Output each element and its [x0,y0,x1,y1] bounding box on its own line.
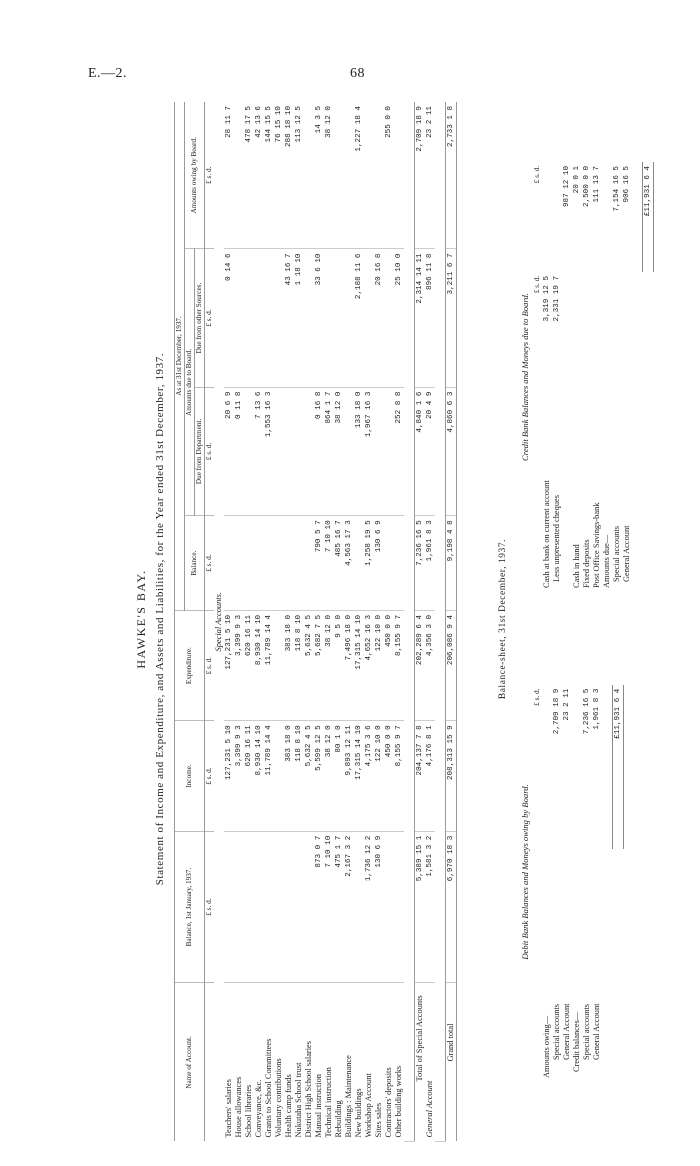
balance-amount [562,272,572,373]
balance-label: General Account [592,1003,601,1060]
cell-other [304,249,314,387]
cell-bal [274,516,284,611]
lsd-label: £ s. d. [205,831,215,983]
cell-bal-jan: 475 1 7 [334,831,344,983]
table-row [244,102,254,1142]
cell-other [334,249,344,387]
cell-income: 80 1 0 [334,721,344,831]
cell-other [244,249,254,387]
balance-label: Special accounts [612,525,621,582]
table-row [294,102,304,1142]
balance-total: £11,931 6 4 [613,685,624,849]
cell-dept: 4,840 1 6 [415,387,426,516]
cell-other: 3,211 6 7 [446,249,457,387]
table-row [224,102,234,1142]
cell-bal [394,516,404,611]
cell-exp: 11,789 14 4 [264,610,274,720]
lsd-label: £ s. d. [205,721,215,831]
cell-dept: 864 1 7 [324,387,334,516]
balance-amount: 2,331 19 7 [553,275,561,322]
balance-amount [572,272,582,373]
account-name: General Account [425,1080,434,1138]
cell-exp: 7,496 18 0 [344,610,354,720]
cell-bal: 790 5 7 [314,516,324,611]
lsd-label: £ s. d. [205,102,215,249]
balance-label: General Account [562,1003,571,1060]
balance-line [552,662,562,1082]
cell-dept [344,387,354,516]
table-row [274,102,284,1142]
balance-total-row [613,662,624,1082]
col-balance-jan-header: Balance, 1st January, 1937. [175,831,205,983]
balance-amount-total: 987 12 10 [563,166,571,208]
cell-bal-jan [264,831,274,983]
account-name: Conveyance, &c. [254,1079,263,1138]
balance-amount-total [542,662,552,685]
cell-other: 25 10 0 [394,249,404,387]
col-due-dept-header: Due from Department. [195,387,205,516]
cell-exp: 450 0 0 [384,610,394,720]
cell-bal: 4,563 17 3 [344,516,354,611]
balance-line [602,162,612,592]
cell-bal-jan: 130 6 9 [374,831,384,983]
balance-line [542,662,552,1082]
balance-label: Amounts owing— [542,1015,551,1078]
grand-total-row [446,102,457,1142]
table-row [254,102,264,1142]
currency-label: £ s. d. [533,275,541,294]
lsd-label: £ s. d. [205,516,215,611]
balance-amount [582,272,592,373]
account-name: Contractors' deposits [384,1067,393,1138]
cell-income: 127,231 5 10 [224,721,234,831]
balance-line [612,162,622,592]
cell-exp: 8,930 14 10 [254,610,264,720]
cell-bal: 1,961 8 3 [425,516,435,611]
cell-bal-jan [394,831,404,983]
lsd-label: £ s. d. [205,249,215,387]
table-row [314,102,324,1142]
balance-line [592,662,602,1082]
cell-bal-jan [284,831,294,983]
cell-owing: 38 12 0 [324,102,334,249]
cell-owing: 478 17 5 [244,102,254,249]
table-row [304,102,314,1142]
account-name: Technical instruction [324,1067,333,1138]
col-asat-group-header: As at 31st December, 1937. [175,102,185,610]
cell-bal-jan [274,831,284,983]
balance-amount-total [552,662,562,685]
balance-label: General Account [622,525,631,582]
cell-income: 118 8 10 [294,721,304,831]
statement-title: Statement of Income and Expenditure, and Assets and Liabilities, for the Year ended 31st December, 1937. [154,352,166,886]
account-name: Sites sales [374,1102,383,1138]
balance-sheet-debit [520,662,624,1082]
cell-income: 208,313 15 9 [446,721,457,831]
currency-label: £ s. d. [533,688,541,706]
account-name: Teachers' salaries [224,1079,233,1138]
cell-income: 8,930 14 10 [254,721,264,831]
cell-dept: 7 13 6 [254,387,264,516]
cell-exp: 4,652 16 3 [364,610,374,720]
table-row [374,102,384,1142]
rotated-page-content [130,96,700,1142]
cell-bal: 1,258 19 5 [364,516,374,611]
cell-exp [274,610,284,720]
cell-income [274,721,284,831]
account-name: Health camp funds [284,1074,293,1138]
balance-amount-total: 7,154 16 5 [613,166,621,212]
balance-amount: 1,961 8 3 [593,688,601,730]
cell-dept: 0 11 8 [234,387,244,516]
balance-line [592,162,602,592]
cell-dept: 133 18 0 [354,387,364,516]
balance-amount: 7,236 16 5 [583,688,591,735]
account-name: Workshop Account [364,1073,373,1138]
cell-bal [254,516,264,611]
cell-owing: 255 0 0 [384,102,394,249]
cell-income: 450 0 0 [384,721,394,831]
cell-bal [284,516,294,611]
cell-dept [284,387,294,516]
balance-line [572,662,582,1082]
cell-bal-jan [304,831,314,983]
cell-exp: 8,155 9 7 [394,610,404,720]
table-row [284,102,294,1142]
cell-bal [264,516,274,611]
cell-exp: 118 8 10 [294,610,304,720]
cell-income: 8,155 9 7 [394,721,404,831]
cell-dept [304,387,314,516]
col-due-other-header: Due from other Sources. [195,249,205,387]
cell-owing: 76 15 10 [274,102,284,249]
cell-owing [394,102,404,249]
table-row [234,102,244,1142]
balance-line [572,162,582,592]
cell-other: 0 14 6 [224,249,234,387]
balance-line [552,162,562,592]
total-special-row [415,102,426,1142]
cell-owing: 288 18 10 [284,102,294,249]
cell-bal [234,516,244,611]
cell-owing [304,102,314,249]
cell-bal [224,516,234,611]
balance-label: Special accounts [582,1003,591,1060]
cell-owing [374,102,384,249]
account-name: Total of Special Accounts [415,983,426,1142]
cell-owing: 23 2 11 [425,102,435,249]
cell-bal-jan [294,831,304,983]
balance-amount-total [592,662,602,685]
cell-bal-jan: 6,970 18 3 [446,831,457,983]
document-title: HAWKE'S BAY. [134,569,148,669]
cell-bal-jan: 5,389 15 1 [415,831,426,983]
account-name: House allowances [234,1076,243,1138]
col-expenditure-header: Expenditure. [175,610,205,720]
cell-income: 4,175 3 6 [364,721,374,831]
balance-amount [592,272,602,373]
cell-other: 2,188 11 6 [354,249,364,387]
cell-income: 38 12 0 [324,721,334,831]
balance-amount: 3,319 12 5 [543,275,551,322]
balance-amount-total [562,662,572,685]
cell-owing: 113 12 5 [294,102,304,249]
cell-dept [274,387,284,516]
col-amounts-due-header: Amounts due to Board. [185,249,195,516]
cell-owing: 28 11 7 [224,102,234,249]
cell-other [344,249,354,387]
cell-income: 383 18 0 [284,721,294,831]
cell-other [254,249,264,387]
cell-exp: 5,682 7 5 [314,610,324,720]
cell-bal [304,516,314,611]
account-name: Grand total [446,983,457,1142]
balance-line [622,162,632,592]
lsd-label: £ s. d. [205,610,215,720]
page-code: E.—2. [88,66,128,81]
cell-bal-jan [234,831,244,983]
balance-amount-total [542,162,552,272]
cell-bal [384,516,394,611]
cell-income: 620 16 11 [244,721,254,831]
cell-bal: 7 10 10 [324,516,334,611]
cell-bal [294,516,304,611]
balance-label: Amounts due— [602,534,611,588]
balance-total-row [643,162,654,592]
cell-exp: 206,086 9 4 [446,610,457,720]
cell-other: 20 16 8 [374,249,384,387]
cell-dept: 1,553 16 3 [264,387,274,516]
cell-owing [334,102,344,249]
balance-amount [622,272,632,373]
cell-owing: 144 15 5 [264,102,274,249]
cell-bal-jan [244,831,254,983]
cell-owing: 1,227 18 4 [354,102,364,249]
cell-bal-jan: 873 0 7 [314,831,324,983]
account-name: Other building works [394,1065,403,1138]
cell-owing: 2,733 1 8 [446,102,457,249]
col-owing-header: Amounts owing by Board. [185,102,205,249]
balance-label: Special accounts [552,1003,561,1060]
col-income-header: Income. [175,721,205,831]
balance-label: Cash in hand [572,544,581,588]
debit-subtitle: Debit Bank Balances and Moneys owing by Board. [520,784,530,960]
balance-sheet-title: Balance-sheet, 31st December, 1937. [498,538,508,700]
cell-exp: 4,356 3 0 [425,610,435,720]
account-name: New buildings [354,1088,363,1138]
account-name: Buildings : Maintenance [344,1055,353,1138]
cell-dept: 20 6 9 [224,387,234,516]
cell-income: 204,137 7 8 [415,721,426,831]
account-name: Voluntary contributions [274,1058,283,1138]
cell-dept [244,387,254,516]
cell-other: 1 18 10 [294,249,304,387]
balance-label: Cash at bank on current account [542,480,551,588]
cell-other [274,249,284,387]
table-row [334,102,344,1142]
balance-amount [612,272,622,373]
balance-amount [602,272,612,373]
account-name: Grants to School Committees [264,1038,273,1138]
balance-amount [572,685,582,849]
income-expenditure-table [174,102,457,1142]
balance-line [562,662,572,1082]
balance-label: Credit balances— [572,1011,581,1072]
balance-amount-total [582,662,592,685]
account-name: Rebuilding [334,1100,343,1138]
balance-amount-total: 111 13 7 [593,166,601,203]
balance-line [582,662,592,1082]
balance-amount-total: 20 0 1 [573,166,581,194]
cell-bal: 9,198 4 8 [446,516,457,611]
cell-owing [344,102,354,249]
balance-amount-total [602,162,612,272]
category-special-accounts: Special Accounts. [214,592,223,652]
table-row [324,102,334,1142]
balance-total: £11,931 6 4 [643,162,654,272]
col-name-header: Name of Account. [175,983,205,1142]
cell-bal: 7,236 16 5 [415,516,426,611]
cell-exp: 202,289 6 4 [415,610,426,720]
cell-other [264,249,274,387]
cell-other [364,249,374,387]
balance-amount-total [572,662,582,685]
cell-income: 5,632 4 5 [304,721,314,831]
cell-dept [294,387,304,516]
cell-income: 4,176 8 1 [425,721,435,831]
cell-income: 11,789 14 4 [264,721,274,831]
balance-label: Fixed deposits [582,539,591,588]
currency-label: £ s. d. [533,166,541,184]
table-row [344,102,354,1142]
cell-income: 3,399 9 3 [234,721,244,831]
cell-exp: 38 12 0 [324,610,334,720]
cell-income: 122 10 0 [374,721,384,831]
account-name: Manual instruction [314,1074,323,1138]
general-account-row [425,102,435,1142]
cell-exp: 17,315 14 10 [354,610,364,720]
cell-other: 896 11 8 [425,249,435,387]
cell-exp: 620 16 11 [244,610,254,720]
cell-dept: 4,860 6 3 [446,387,457,516]
cell-dept [384,387,394,516]
cell-bal [354,516,364,611]
cell-bal-jan: 2,167 3 2 [344,831,354,983]
balance-amount: 23 2 11 [563,688,571,721]
cell-income: 9,893 12 11 [344,721,354,831]
account-name: School libraries [244,1084,253,1138]
cell-bal-jan [254,831,264,983]
table-row [384,102,394,1142]
page-number: 68 [350,66,365,81]
balance-label: Less unpresented cheques [552,495,561,582]
credit-subtitle: Credit Bank Balances and Moneys due to Board. [520,293,530,461]
cell-exp: 122 10 0 [374,610,384,720]
balance-line [542,162,552,592]
cell-dept: 1,967 16 3 [364,387,374,516]
balance-label [562,373,572,592]
balance-line [562,162,572,592]
cell-dept [374,387,384,516]
cell-dept: 0 16 8 [314,387,324,516]
cell-other: 43 16 7 [284,249,294,387]
cell-exp: 9 5 0 [334,610,344,720]
cell-bal: 130 6 9 [374,516,384,611]
cell-dept: 252 8 8 [394,387,404,516]
cell-bal [244,516,254,611]
cell-other [384,249,394,387]
cell-exp: 3,399 9 3 [234,610,244,720]
table-row [394,102,404,1142]
balance-label: Post Office Savings-bank [592,502,601,588]
cell-owing: 14 3 5 [314,102,324,249]
cell-owing: 2,709 18 9 [415,102,426,249]
col-balance-header: Balance. [185,516,205,611]
cell-owing [364,102,374,249]
account-name: Nukutaha School trust [294,1062,303,1138]
balance-amount-total [552,162,562,272]
cell-bal-jan [384,831,394,983]
cell-income: 17,315 14 10 [354,721,364,831]
account-name: District High School salaries [304,1040,313,1138]
balance-amount-total: 2,500 0 0 [583,166,591,208]
lsd-label: £ s. d. [205,387,215,516]
cell-exp: 127,231 5 10 [224,610,234,720]
cell-other: 33 6 10 [314,249,324,387]
cell-bal: 485 16 7 [334,516,344,611]
cell-bal-jan [354,831,364,983]
balance-amount-total: 906 16 5 [623,166,631,203]
cell-other: 2,314 14 11 [415,249,426,387]
cell-owing: 42 13 6 [254,102,264,249]
cell-other [234,249,244,387]
cell-bal-jan [224,831,234,983]
balance-amount: 2,709 18 9 [553,688,561,735]
cell-exp: 5,632 4 5 [304,610,314,720]
cell-dept: 20 4 9 [425,387,435,516]
cell-income: 5,599 12 5 [314,721,324,831]
balance-sheet-credit [520,162,654,592]
cell-owing [234,102,244,249]
cell-exp: 383 18 0 [284,610,294,720]
cell-other [324,249,334,387]
table-row [354,102,364,1142]
table-row [264,102,274,1142]
cell-bal-jan: 7 10 10 [324,831,334,983]
cell-bal-jan: 1,581 3 2 [425,831,435,983]
balance-line [582,162,592,592]
balance-amount [542,685,552,849]
table-row [364,102,374,1142]
cell-dept: 38 12 0 [334,387,344,516]
cell-bal-jan: 1,736 12 2 [364,831,374,983]
